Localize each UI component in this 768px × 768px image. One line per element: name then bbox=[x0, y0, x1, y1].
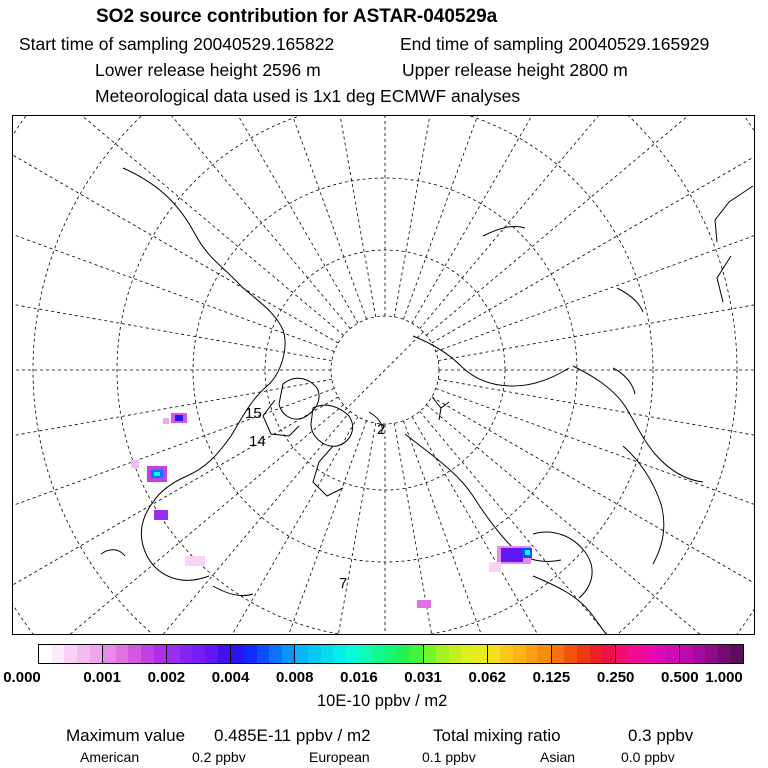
american-value: 0.2 ppbv bbox=[192, 749, 246, 765]
meridian-line bbox=[436, 116, 755, 352]
map-labels bbox=[245, 405, 385, 592]
color-scale-tick-label: 1.000 bbox=[705, 669, 743, 686]
total-mixing-ratio-value: 0.3 ppbv bbox=[628, 726, 694, 745]
color-scale-tick-label: 0.001 bbox=[83, 669, 121, 686]
color-scale-unit: 10E-10 ppbv / m2 bbox=[317, 692, 448, 710]
color-scale-tick-label: 0.250 bbox=[596, 669, 635, 686]
meridian-line bbox=[432, 116, 755, 343]
map-label-7: 7 bbox=[339, 575, 348, 592]
asian-value: 0.0 ppbv bbox=[621, 749, 675, 765]
color-scale-segment bbox=[488, 645, 552, 663]
meridian-line bbox=[412, 417, 755, 635]
map-label-2: 2 bbox=[377, 421, 386, 438]
color-scale-tick-label: 0.000 bbox=[3, 669, 41, 686]
meridian-line bbox=[420, 411, 755, 635]
meridian-line bbox=[43, 116, 367, 319]
color-scale-segment bbox=[680, 645, 743, 663]
meridian-line bbox=[426, 116, 755, 335]
graticule-circles bbox=[13, 116, 755, 635]
european-label: European bbox=[309, 749, 370, 765]
source-hotspots bbox=[131, 413, 532, 608]
meridian-line bbox=[438, 196, 755, 360]
upper-release-height: Upper release height 2800 m bbox=[402, 60, 628, 80]
meridian-line bbox=[13, 116, 358, 323]
sampling-start-time: Start time of sampling 20040529.165822 bbox=[19, 34, 335, 54]
maximum-value-label: Maximum value bbox=[66, 726, 186, 745]
meridian-line bbox=[13, 379, 332, 543]
color-scale-segment bbox=[167, 645, 231, 663]
color-scale-segment bbox=[359, 645, 423, 663]
meridian-line bbox=[403, 116, 727, 319]
color-scale-segment bbox=[424, 645, 488, 663]
color-scale-tick-label: 0.002 bbox=[147, 669, 186, 686]
meridian-line bbox=[13, 417, 358, 635]
chart-title: SO2 source contribution for ASTAR-040529a bbox=[96, 6, 498, 27]
meridian-line bbox=[403, 421, 727, 635]
meridian-line bbox=[426, 405, 755, 635]
meridian-line bbox=[438, 379, 755, 543]
meridian-line bbox=[211, 423, 375, 635]
meridian-line bbox=[13, 116, 338, 343]
meridian-line bbox=[13, 411, 350, 635]
meridian-line bbox=[13, 116, 334, 352]
color-scale-bar bbox=[38, 644, 744, 664]
color-scale-segment bbox=[295, 645, 359, 663]
asian-label: Asian bbox=[540, 749, 576, 765]
american-label: American bbox=[80, 749, 140, 765]
color-scale-segment bbox=[39, 645, 103, 663]
meridian-line bbox=[13, 397, 338, 635]
meridian-line bbox=[13, 388, 334, 635]
meridian-line bbox=[412, 116, 755, 323]
lower-release-height: Lower release height 2596 m bbox=[95, 60, 321, 80]
color-scale-tick-label: 0.062 bbox=[468, 669, 507, 686]
color-scale-tick-label: 0.125 bbox=[532, 669, 571, 686]
graticule-meridians bbox=[13, 116, 755, 635]
meridian-line bbox=[432, 397, 755, 635]
color-scale-segment bbox=[552, 645, 616, 663]
meridian-line bbox=[13, 405, 344, 635]
maximum-value: 0.485E-11 ppbv / m2 bbox=[214, 726, 371, 745]
dateline-segment bbox=[345, 330, 425, 410]
european-value: 0.1 ppbv bbox=[422, 749, 476, 765]
color-scale-segment bbox=[231, 645, 295, 663]
meridian-line bbox=[211, 116, 375, 317]
map-canvas bbox=[13, 116, 755, 635]
color-scale-tick-label: 0.500 bbox=[661, 669, 699, 686]
total-mixing-ratio-label: Total mixing ratio bbox=[433, 726, 561, 745]
meteorological-data-note: Meteorological data used is 1x1 deg ECMWF analyses bbox=[95, 86, 521, 106]
color-scale-tick-label: 0.016 bbox=[340, 669, 378, 686]
meridian-line bbox=[43, 421, 367, 635]
meridian-line bbox=[394, 116, 558, 317]
map-label-14: 14 bbox=[249, 433, 266, 450]
color-scale-tick-label: 0.004 bbox=[211, 669, 250, 686]
color-scale-segment bbox=[616, 645, 680, 663]
sampling-end-time: End time of sampling 20040529.165929 bbox=[400, 34, 710, 54]
meridian-line bbox=[13, 116, 344, 335]
color-scale-tick-label: 0.031 bbox=[404, 669, 442, 686]
color-scale-tick-label: 0.008 bbox=[275, 669, 314, 686]
map-label-15: 15 bbox=[245, 405, 262, 422]
color-scale-segment bbox=[103, 645, 167, 663]
polar-map bbox=[12, 115, 755, 635]
